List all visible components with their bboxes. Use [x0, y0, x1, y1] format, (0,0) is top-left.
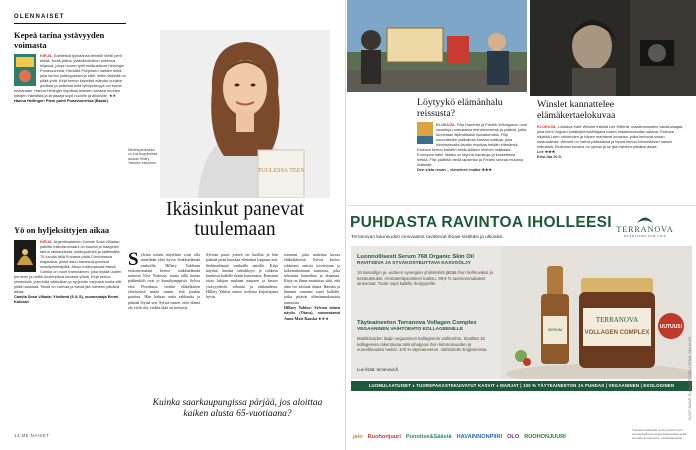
book-review-2-title: Yö on hyljeksittyjen aikaa [14, 225, 110, 235]
film-poster-1 [417, 122, 433, 144]
story1-tag: ELOKUVA. [436, 122, 456, 127]
body-column-3 [284, 252, 340, 321]
product1-subtitle: RAVITSEVA JA SYVÄKOSTEUTTAVA KASVOÖLJY [357, 261, 471, 266]
terranova-ad [347, 205, 696, 405]
story2-headline: Winslet kannattelee elämäkertaelokuvaa [537, 99, 616, 121]
book-cover-1 [14, 54, 36, 86]
product1-title: Luonnollisesti Serum 768 Organic Skin Oil [357, 254, 474, 260]
dropcap: S [128, 249, 139, 270]
author-photo [160, 30, 330, 198]
ad-legal-text: Tuotteita saatavilla myös muista hyvin varustetuista terveystuotekaupoista sekä suoraan Terranova.fi -verkkokaupasta. [632, 428, 687, 440]
body-column-3-text: romaani, joka tuulettaa kuvaa eläkeikäisistä. Sylvia kertoo rohkeasti omista toiveistaan ja kokemuksistaan tarinassa, joka sekoittaa komediaa ja draamaa. Kirja on ihana muistutus siitä, että aina voi aloittaa alusta. Hauska ja lämmin romaani sopii kaikille, jotka pitävät elämänmakuisista tarinoista. [284, 252, 340, 305]
ad-brand-logo[interactable] [609, 214, 681, 238]
story2-dates: Ensi-ilta 20.9. [537, 154, 562, 159]
product2-subtitle: VEGAANINEN VAIHTOEHTO KOLLAGEENILLE [357, 327, 464, 332]
story1-headline: Löytyykö elämänhalu reissusta? [417, 97, 503, 119]
book-review-1-credit: Hanna Hellinger: Pieni punti Punavuoressa (Bazar) [14, 98, 108, 103]
story1-credit: Den sista resan – viimeinen matka ★★★ [417, 167, 492, 172]
book-review-1 [14, 31, 126, 103]
photo-credits: KUVAT: BAZAR, ELOKUVAPALVELU, OTAVA, S&S JA UPI [688, 336, 692, 420]
winslet-photo [530, 0, 696, 96]
retailer-logo-6[interactable]: RUOHONJUURI [524, 434, 566, 440]
book-review-1-rating: ★★ [108, 93, 116, 98]
book-cover-2 [14, 240, 36, 272]
jar-brand: TERRANOVA [595, 316, 639, 324]
ad-subline: Terranovan kauneuden innovaatiot ravitsevat ihoasi sisältäsi ja ulkoaksi. [351, 235, 504, 240]
retailer-logos [353, 430, 663, 444]
body-column-2-text: Sylvian paras ystävä on kuollut ja hän päättää pitää hauskaa elämänsä loppuun asti. Sinkkuelämää vanhoille naisille. Kirja näyttää, kuinka seksikkyys ja rohkeus kuuluvat kaikille ikään katsomatta. Romaani ottaa lukijan mukaan nauraen ja kertoo ystävyydestä, seksistä ja rakkaudesta. Hillary Yablon tuntee roolinsa kirjoittajana hyvin. [206, 252, 278, 300]
pull-quote: Kuinka saarkaupungissa pärjää, jos aloittaa kaiken alusta 65-vuotiaana? [152, 398, 323, 419]
section-label: OLENNAISET [14, 14, 65, 20]
ad-headline: PUHDASTA RAVINTOA IHOLLEESI [350, 214, 612, 231]
book-review-1-title: Kepeä tarina ystävyyden voimasta [14, 30, 105, 50]
story1-text: Filip Hammar ja Fredrik Wikingsson ovat suosituja ruotsalaisia televisiomiehiä ja ystäviä, jotka tunnetaan äijämäisistä hulvattomista. Filip suunnittelee ystävänsä kanssa matkaa, joka kiinnostavalla tavalla muuttaa heidän elämänsä. Elokuva kertoo kahden keski-ikäisen miehen matkasta Euroopan halki. Matka on täynnä hauskoja ja koskettavia hetkiä. Filip päättää viedä lapsensa ja Fredrik seuraa mukana matkalle. [417, 122, 527, 167]
retailer-logo-3[interactable]: Punnitse&Säästä [405, 434, 452, 440]
retailer-logo-2[interactable]: Ruohonjuuri [367, 434, 401, 440]
book-review-2-credit: Camila Sosa Villada: Yöelämä (S & S), suomentaja Emmi Kalssan [14, 293, 119, 304]
ad-brand-tagline: NUTRITION FOR LIFE [623, 234, 667, 238]
body-column-1-text: ylvian toinen näytelmä voisi olla nimeltään yhtä hyvin Sinkkuelämää vanhoille. Hillary Yablonin esikoisromaani kertoo sinkkuelämää naisesta New Yorkissa, mutta tällä kertaa päähenkilö ovat jo kuusikymppisiä. Sylvia etsii Floridassa viettää eläkeläisten yhteisöissä mutta tuntee, että jotakin puuttuu. Hän haluaa uutta rakkautta ja päättää löytää sen. Sylvia tuntee, ettei elämä ole vielä ohi, vaikka ikää on kertynyt. [128, 252, 200, 310]
leaf-icon [635, 214, 655, 224]
serum-bottle-cap [547, 266, 563, 296]
road-trip-photo [347, 0, 527, 92]
book-review-2-body: Argentiinalainen Camila Sosa Villadan palkittu esikoisromaani on kuuma ja traaginen tarina rakkaudesta, ystävyydestä ja säälimättä. 70-luvulla tällä Encarna pitää Córdobassa majataloa, jossa asuu transsukupuolisia seksityöntekijöitä. Atsuo kotiinpaluuta etsivä Camila on nuori transnainen, joka löytää uuden perheen ja heiltä huolenpitoa kovasta yöstä. Kirja kertoo yhteisöstä, joka elää väkivallan ja syrjinnän varjossa mutta silti pitää hauskaa. Teksti on vahvaa ja tarina jää mieleen pitkäksi aikaa. [14, 238, 122, 294]
main-review-rating: ★★★ [318, 315, 329, 321]
ad-features-bar: LUOMULAATUISET ♦ TUOREPAKASTEKUIVATUT KASVIT ♦ MARJAT | 100 % TÄYTEAINEETON JA PUHDAS | VEGAANINEN | EKOLOGINEN [351, 381, 692, 391]
body-column-1 [128, 249, 200, 310]
story2-tag: ELOKUVA. [537, 124, 557, 129]
retailer-logo-1[interactable]: jalo [353, 434, 363, 440]
jar-label: VOLLAGEN COMPLEX [584, 330, 650, 336]
serum-label: SERUM [547, 327, 563, 332]
retailer-logo-4[interactable]: HAVAINNONPIIRI [456, 434, 503, 440]
story2-credit: Lee ★★★ [537, 149, 556, 154]
photo-caption: Menestysromaani on Los Angelesissa asuvan Hillary Yablonin esikoinen. [128, 148, 158, 166]
product-photo [501, 246, 692, 379]
ad-brand-name: TERRANOVA [616, 225, 674, 234]
product2-text: Markkinoiden laajin vegaaninen kollageenin vaihtoehto. Sisältää 18 kollageenia rakentavaa aminohappoa ihon kimmoisuuden ja nuorekkuuden tueksi. 100 % täyteaineeton. Valmistettu Englannissa. [357, 336, 488, 353]
book-review-1-tag: KIRJA. [40, 53, 53, 58]
story2-text: Loistava Kate Winslet esittää Lee Milleriä, maailmansotien valokuvaajaa, joka toimi Voguen sotakirjeenvaihtajana toisen maailmansodan aikana. Elokuva näyttää Leen rohkeuden ja hänen mahtavat kuvansa, jotka kertovat sodan raakuudesta. Winslet on vahva pääosassa ja tarina kertoo kiinnostavan naisen elämästä. Elokuvan kuvaus on upeaa ja se jää mieleen pitkäksi aikaa. [537, 124, 684, 149]
book-review-2-tag: KIRJA. [40, 238, 53, 244]
film-still-winslet [530, 0, 696, 96]
retailer-logo-5[interactable]: OLO [507, 434, 520, 440]
book-review-1-body: Edelleistä työnäänsä teheille Mellil perti tietää. Kesä jatkuu ystäväkolmikon toisessa kirjassa, jossa nuoret tytöt matkustavat Helsingin Punavuoresta, Herkällä Pohjoisen naisten tiellä, joka kertoo ystävyydestä ja siitä, miten tärkeää on pitää yhtä. Kirja kertoo kepeästi elämän nurjista puolista ja kaikesta mitä tyttöystävyys voi tuoda mukanaan. Hanna Hellinger kirjoittaa teoksen kanssa nuorten tyttöjen elämästä ja kirjasarja sopii nuorille ja aikuisille. [14, 53, 126, 98]
book-review-2 [14, 226, 126, 304]
page-folio: 14 ME NAISET [14, 433, 50, 438]
book-cover-text: TUULESSA TEEN [257, 168, 305, 174]
left-page [0, 0, 346, 450]
author-portrait [160, 30, 330, 198]
product2-title: Täyteaineeton Terranova Vollagen Complex [357, 320, 477, 326]
new-badge-text: UUTUUS! [659, 324, 683, 330]
product1-text: 16 kasviöljyn ja -uutteen synergian yhdistelmä jättää ihon hehkuvaksi ja kosteutetuksi. Aromaterapeuttinen tuoksu. 99,9 % luonnonmukaiset ainesosat. Tuote sopii kaikille ihotyypeille. [357, 270, 493, 287]
film-still-road-trip [347, 0, 527, 92]
right-page [347, 0, 696, 450]
body-column-2 [206, 252, 278, 300]
ad-product-panel [351, 246, 692, 379]
story2-body [537, 124, 687, 159]
main-headline: Ikäsinkut panevat tuulemaan [165, 199, 305, 240]
story1-body [417, 122, 527, 172]
jar-lid [581, 278, 653, 294]
ad-read-more[interactable]: Lue lisää: terranova.fi [357, 367, 399, 372]
main-review-credit: Hillary Yablon: Sylvian toinen näytös (Otava), suomentanut Anna-Mari Raaska [284, 304, 340, 321]
section-rule [14, 23, 126, 24]
